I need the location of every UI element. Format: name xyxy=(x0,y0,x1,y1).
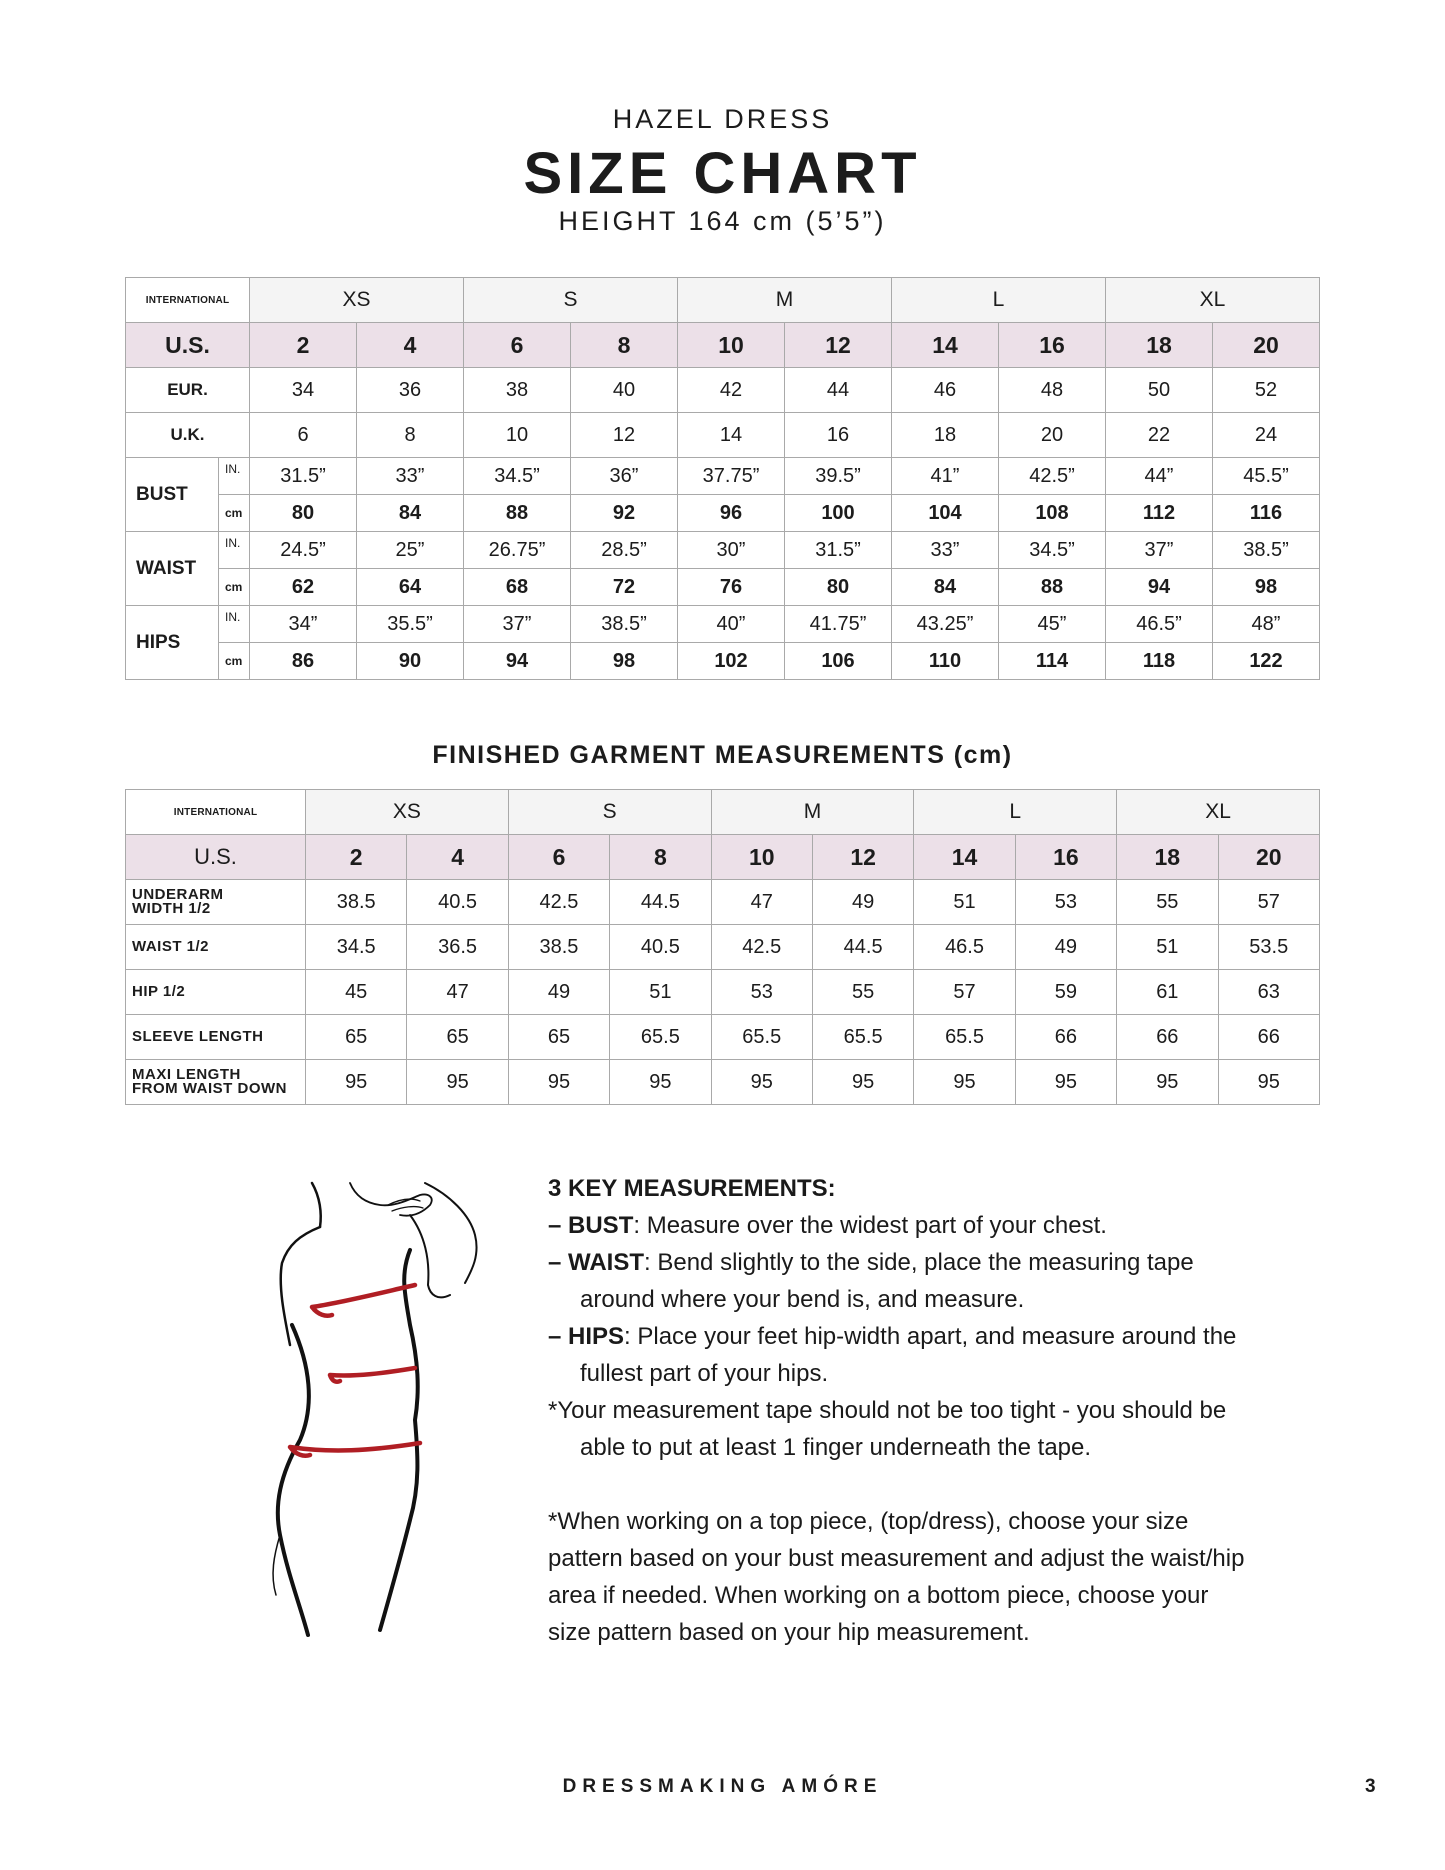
garment-row xyxy=(126,1060,1320,1105)
measure-cell: 94 xyxy=(464,643,571,680)
garment-cell: 55 xyxy=(1117,880,1218,925)
hip-measure-line-icon xyxy=(290,1443,420,1456)
measure-cell: 92 xyxy=(571,495,678,532)
garment-cell: 47 xyxy=(407,970,508,1015)
garment-cell: 95 xyxy=(1117,1060,1218,1105)
hand-icon xyxy=(350,1183,432,1216)
measure-cell: 98 xyxy=(571,643,678,680)
label-line: HIP 1/2 xyxy=(132,983,186,1000)
size-cell: 20 xyxy=(1213,323,1320,368)
measure-cell: 96 xyxy=(678,495,785,532)
measure-row-cm xyxy=(126,495,1320,532)
measure-cell: 41” xyxy=(892,458,999,495)
garment-cell: 38.5 xyxy=(508,925,609,970)
international-label: INTERNATIONAL xyxy=(126,790,306,835)
garment-cell: 66 xyxy=(1218,1015,1319,1060)
page-number: 3 xyxy=(1365,1776,1376,1797)
size-cell: 8 xyxy=(357,413,464,458)
measure-cell: 33” xyxy=(892,532,999,569)
size-group-header: S xyxy=(508,790,711,835)
instructions-heading: 3 KEY MEASUREMENTS: xyxy=(548,1175,836,1202)
measure-cell: 37.75” xyxy=(678,458,785,495)
size-group-row xyxy=(126,278,1320,323)
size-cell: 12 xyxy=(812,835,913,880)
size-cell: 20 xyxy=(1218,835,1319,880)
garment-cell: 53 xyxy=(1015,880,1116,925)
measure-label: BUST xyxy=(126,458,219,532)
garment-cell: 49 xyxy=(508,970,609,1015)
measure-cell: 39.5” xyxy=(785,458,892,495)
garment-cell: 57 xyxy=(914,970,1015,1015)
garment-cell: 65.5 xyxy=(914,1015,1015,1060)
measure-cell: 38.5” xyxy=(571,606,678,643)
garment-measurements-table xyxy=(125,789,1320,1105)
garment-cell: 53.5 xyxy=(1218,925,1319,970)
measure-cell: 34” xyxy=(250,606,357,643)
label-line: WIDTH 1/2 xyxy=(132,900,211,917)
measure-cell: 36” xyxy=(571,458,678,495)
measure-cell: 35.5” xyxy=(357,606,464,643)
measure-cell: 43.25” xyxy=(892,606,999,643)
garment-cell: 47 xyxy=(711,880,812,925)
size-group-header: M xyxy=(678,278,892,323)
garment-cell: 57 xyxy=(1218,880,1319,925)
measure-cell: 88 xyxy=(999,569,1106,606)
size-cell: 38 xyxy=(464,368,571,413)
measure-cell: 84 xyxy=(357,495,464,532)
garment-row xyxy=(126,970,1320,1015)
label-line: UNDERARM xyxy=(132,886,224,903)
measure-cell: 25” xyxy=(357,532,464,569)
size-cell: 50 xyxy=(1106,368,1213,413)
measure-row-inches xyxy=(126,606,1320,643)
front-line-icon xyxy=(380,1250,418,1630)
measure-cell: 68 xyxy=(464,569,571,606)
measure-cell: 37” xyxy=(464,606,571,643)
bullet-dash: – xyxy=(548,1212,569,1239)
garment-cell: 51 xyxy=(914,880,1015,925)
garment-row xyxy=(126,925,1320,970)
garment-cell: 66 xyxy=(1015,1015,1116,1060)
measure-cell: 114 xyxy=(999,643,1106,680)
measure-cell: 88 xyxy=(464,495,571,532)
measure-cell: 98 xyxy=(1213,569,1320,606)
model-height: HEIGHT 164 cm (5’5”) xyxy=(558,206,887,236)
measure-cell: 62 xyxy=(250,569,357,606)
row-label: U.K. xyxy=(126,413,250,458)
garment-cell: 45 xyxy=(306,970,407,1015)
measure-cell: 80 xyxy=(250,495,357,532)
instruction-text: : Place your feet hip-width apart, and measure around the fullest part of your hips. xyxy=(580,1323,1237,1387)
us-size-row xyxy=(126,323,1320,368)
size-group-header: L xyxy=(914,790,1117,835)
size-cell: 12 xyxy=(785,323,892,368)
garment-cell: 53 xyxy=(711,970,812,1015)
garment-cell: 44.5 xyxy=(812,925,913,970)
garment-cell: 55 xyxy=(812,970,913,1015)
garment-cell: 44.5 xyxy=(610,880,711,925)
measurement-instructions xyxy=(548,1170,1248,1651)
piece-note: *When working on a top piece, (top/dress), choose your size pattern based on your bust measurement and adjust the waist/hip area if needed. When working on a bottom piece, choose your size pattern based on your hip measurement. xyxy=(548,1508,1245,1646)
measure-label: WAIST xyxy=(126,532,219,606)
size-cell: 14 xyxy=(892,323,999,368)
garment-row-label xyxy=(126,1060,306,1105)
garment-cell: 51 xyxy=(610,970,711,1015)
garment-cell: 95 xyxy=(407,1060,508,1105)
row-label: EUR. xyxy=(126,368,250,413)
size-cell: 10 xyxy=(464,413,571,458)
garment-cell: 46.5 xyxy=(914,925,1015,970)
instruction-term: WAIST xyxy=(568,1249,645,1276)
instruction-item xyxy=(548,1207,1248,1244)
measure-cell: 37” xyxy=(1106,532,1213,569)
measure-row-inches xyxy=(126,458,1320,495)
measure-cell: 104 xyxy=(892,495,999,532)
size-group-header: XL xyxy=(1106,278,1320,323)
unit-label: IN. xyxy=(219,532,250,569)
size-cell: 16 xyxy=(785,413,892,458)
size-cell: 48 xyxy=(999,368,1106,413)
size-cell: 52 xyxy=(1213,368,1320,413)
garment-cell: 42.5 xyxy=(508,880,609,925)
garment-row-label xyxy=(126,925,306,970)
garment-cell: 51 xyxy=(1117,925,1218,970)
measure-cell: 102 xyxy=(678,643,785,680)
uk-size-row xyxy=(126,413,1320,458)
measure-cell: 31.5” xyxy=(250,458,357,495)
row-label: U.S. xyxy=(126,835,306,880)
garment-row-label xyxy=(126,1015,306,1060)
measure-cell: 41.75” xyxy=(785,606,892,643)
label-line: FROM WAIST DOWN xyxy=(132,1080,287,1097)
unit-label: cm xyxy=(219,643,250,680)
label-line: WAIST 1/2 xyxy=(132,938,210,955)
measure-cell: 24.5” xyxy=(250,532,357,569)
garment-cell: 38.5 xyxy=(306,880,407,925)
size-cell: 6 xyxy=(508,835,609,880)
garment-cell: 40.5 xyxy=(610,925,711,970)
measure-cell: 86 xyxy=(250,643,357,680)
size-group-header: L xyxy=(892,278,1106,323)
measure-cell: 76 xyxy=(678,569,785,606)
measure-cell: 40” xyxy=(678,606,785,643)
unit-label: cm xyxy=(219,569,250,606)
garment-cell: 49 xyxy=(1015,925,1116,970)
size-chart-table xyxy=(125,277,1320,680)
size-cell: 18 xyxy=(892,413,999,458)
size-cell: 2 xyxy=(306,835,407,880)
garment-cell: 49 xyxy=(812,880,913,925)
waist-measure-line-icon xyxy=(330,1368,415,1382)
size-group-header: M xyxy=(711,790,914,835)
measure-cell: 118 xyxy=(1106,643,1213,680)
size-cell: 6 xyxy=(250,413,357,458)
instruction-item xyxy=(548,1318,1248,1392)
size-group-header: XS xyxy=(306,790,509,835)
us-size-row xyxy=(126,835,1320,880)
garment-cell: 95 xyxy=(1015,1060,1116,1105)
document-title: SIZE CHART xyxy=(523,141,922,206)
garment-cell: 59 xyxy=(1015,970,1116,1015)
garment-cell: 95 xyxy=(914,1060,1015,1105)
garment-cell: 42.5 xyxy=(711,925,812,970)
document-subtitle: HAZEL DRESS xyxy=(612,104,833,134)
size-cell: 6 xyxy=(464,323,571,368)
garment-row-label xyxy=(126,970,306,1015)
size-cell: 22 xyxy=(1106,413,1213,458)
measure-cell: 106 xyxy=(785,643,892,680)
size-group-row xyxy=(126,790,1320,835)
measure-cell: 26.75” xyxy=(464,532,571,569)
measure-label: HIPS xyxy=(126,606,219,680)
size-cell: 14 xyxy=(914,835,1015,880)
arm-line-icon xyxy=(425,1183,477,1283)
garment-cell: 36.5 xyxy=(407,925,508,970)
size-cell: 20 xyxy=(999,413,1106,458)
label-line: SLEEVE LENGTH xyxy=(132,1028,264,1045)
measure-row-cm xyxy=(126,569,1320,606)
measure-cell: 100 xyxy=(785,495,892,532)
measure-cell: 30” xyxy=(678,532,785,569)
measure-cell: 108 xyxy=(999,495,1106,532)
leg-line-icon xyxy=(273,1535,280,1595)
garment-cell: 34.5 xyxy=(306,925,407,970)
instruction-term: BUST xyxy=(568,1212,634,1239)
size-cell: 4 xyxy=(357,323,464,368)
size-cell: 36 xyxy=(357,368,464,413)
eur-size-row xyxy=(126,368,1320,413)
size-cell: 44 xyxy=(785,368,892,413)
measure-cell: 116 xyxy=(1213,495,1320,532)
garment-cell: 65.5 xyxy=(610,1015,711,1060)
garment-cell: 95 xyxy=(812,1060,913,1105)
measure-cell: 122 xyxy=(1213,643,1320,680)
instruction-text: : Measure over the widest part of your chest. xyxy=(633,1212,1107,1239)
garment-cell: 95 xyxy=(508,1060,609,1105)
unit-label: IN. xyxy=(219,606,250,643)
garment-row xyxy=(126,880,1320,925)
unit-label: cm xyxy=(219,495,250,532)
garment-row-label xyxy=(126,880,306,925)
shoulder-left-icon xyxy=(281,1227,320,1345)
measure-cell: 45” xyxy=(999,606,1106,643)
size-group-header: S xyxy=(464,278,678,323)
size-cell: 24 xyxy=(1213,413,1320,458)
garment-cell: 65.5 xyxy=(812,1015,913,1060)
measure-cell: 38.5” xyxy=(1213,532,1320,569)
size-cell: 40 xyxy=(571,368,678,413)
size-cell: 16 xyxy=(1015,835,1116,880)
instruction-text: : Bend slightly to the side, place the measuring tape around where your bend is, and measure. xyxy=(580,1249,1194,1313)
row-label: U.S. xyxy=(126,323,250,368)
bullet-dash: – xyxy=(548,1323,569,1350)
measure-cell: 90 xyxy=(357,643,464,680)
garment-row xyxy=(126,1015,1320,1060)
international-label: INTERNATIONAL xyxy=(126,278,250,323)
unit-label: IN. xyxy=(219,458,250,495)
measure-cell: 110 xyxy=(892,643,999,680)
garment-cell: 66 xyxy=(1117,1015,1218,1060)
garment-measurements-title: FINISHED GARMENT MEASUREMENTS (cm) xyxy=(432,741,1013,769)
measure-row-cm xyxy=(126,643,1320,680)
bust-measure-line-icon xyxy=(312,1285,415,1316)
garment-cell: 61 xyxy=(1117,970,1218,1015)
size-cell: 10 xyxy=(711,835,812,880)
measure-cell: 46.5” xyxy=(1106,606,1213,643)
measure-cell: 33” xyxy=(357,458,464,495)
measure-cell: 28.5” xyxy=(571,532,678,569)
measure-cell: 44” xyxy=(1106,458,1213,495)
size-cell: 12 xyxy=(571,413,678,458)
size-cell: 16 xyxy=(999,323,1106,368)
measure-cell: 64 xyxy=(357,569,464,606)
size-group-header: XS xyxy=(250,278,464,323)
body-measurement-illustration xyxy=(260,1175,490,1645)
garment-cell: 63 xyxy=(1218,970,1319,1015)
tape-note: *Your measurement tape should not be too tight - you should be able to put at least 1 finger underneath the tape. xyxy=(548,1397,1227,1461)
bullet-dash: – xyxy=(548,1249,569,1276)
garment-cell: 65 xyxy=(407,1015,508,1060)
size-cell: 8 xyxy=(571,323,678,368)
measure-cell: 48” xyxy=(1213,606,1320,643)
size-cell: 8 xyxy=(610,835,711,880)
measure-cell: 80 xyxy=(785,569,892,606)
measure-cell: 112 xyxy=(1106,495,1213,532)
instructions-list xyxy=(548,1207,1248,1392)
measure-cell: 94 xyxy=(1106,569,1213,606)
instruction-item xyxy=(548,1244,1248,1318)
measure-cell: 42.5” xyxy=(999,458,1106,495)
size-cell: 4 xyxy=(407,835,508,880)
garment-cell: 95 xyxy=(306,1060,407,1105)
garment-cell: 95 xyxy=(610,1060,711,1105)
size-cell: 10 xyxy=(678,323,785,368)
size-cell: 18 xyxy=(1106,323,1213,368)
garment-cell: 95 xyxy=(711,1060,812,1105)
instruction-term: HIPS xyxy=(568,1323,625,1350)
measure-cell: 31.5” xyxy=(785,532,892,569)
label-line: MAXI LENGTH xyxy=(132,1066,241,1083)
size-cell: 46 xyxy=(892,368,999,413)
size-cell: 14 xyxy=(678,413,785,458)
measure-cell: 34.5” xyxy=(464,458,571,495)
size-cell: 42 xyxy=(678,368,785,413)
measure-row-inches xyxy=(126,532,1320,569)
garment-cell: 40.5 xyxy=(407,880,508,925)
garment-cell: 65.5 xyxy=(711,1015,812,1060)
measure-cell: 45.5” xyxy=(1213,458,1320,495)
garment-cell: 65 xyxy=(306,1015,407,1060)
size-cell: 34 xyxy=(250,368,357,413)
size-group-header: XL xyxy=(1117,790,1320,835)
back-line-icon xyxy=(278,1325,309,1635)
size-cell: 2 xyxy=(250,323,357,368)
measure-cell: 34.5” xyxy=(999,532,1106,569)
measure-cell: 72 xyxy=(571,569,678,606)
measure-cell: 84 xyxy=(892,569,999,606)
brand-footer: DRESSMAKING AMÓRE xyxy=(562,1776,883,1797)
size-cell: 18 xyxy=(1117,835,1218,880)
neck-line-icon xyxy=(312,1183,321,1227)
garment-cell: 95 xyxy=(1218,1060,1319,1105)
garment-cell: 65 xyxy=(508,1015,609,1060)
